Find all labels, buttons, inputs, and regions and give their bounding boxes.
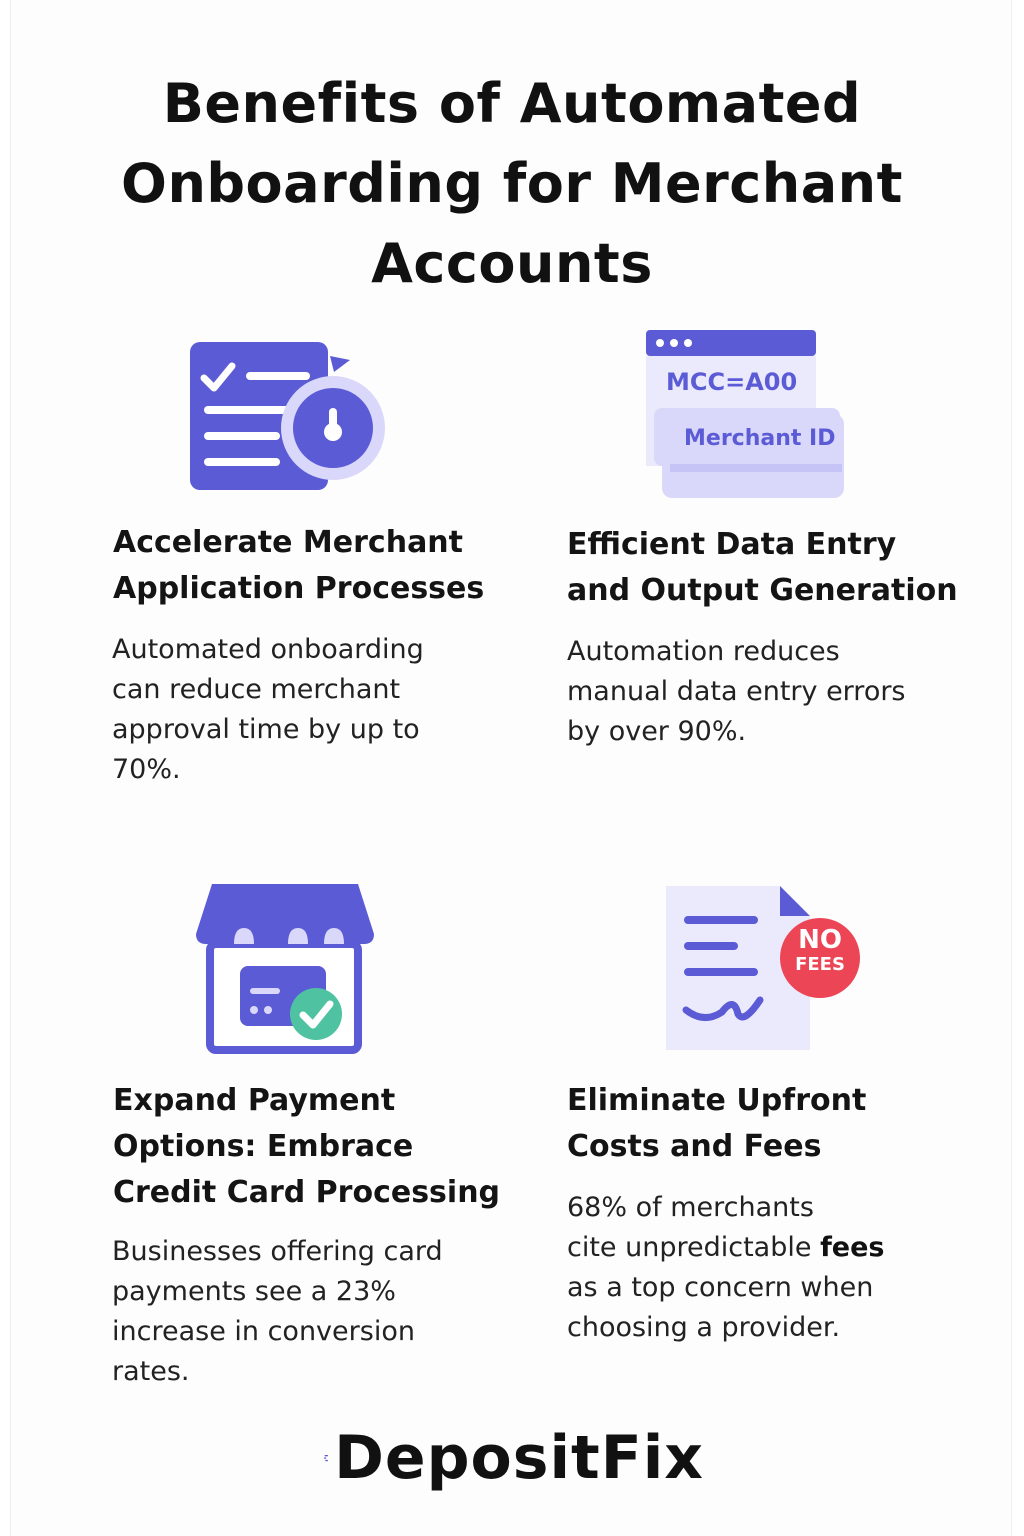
logo-wordmark: DepositFix [334, 1423, 704, 1493]
card-heading: Expand Payment Options: Embrace Credit Card Processing [113, 1083, 501, 1210]
card-heading: Efficient Data Entry and Output Generation [567, 527, 958, 608]
card-body: 68% of merchants cite unpredictable fees as a top concern when choosing a provider. [567, 1192, 885, 1343]
card-heading: Eliminate Upfront Costs and Fees [567, 1083, 867, 1164]
card-heading: Accelerate Merchant Application Processes [113, 525, 485, 606]
card-body: Automated onboarding can reduce merchant approval time by up to 70%. [112, 634, 424, 785]
fees-emphasis: fees [820, 1232, 885, 1263]
storefront-card-check-icon [192, 882, 378, 1054]
badge-line-fees: FEES [795, 954, 845, 975]
merchant-id-label: Merchant ID [684, 426, 836, 451]
no-fees-badge [780, 926, 860, 976]
card-body: Automation reduces manual data entry errors by over 90%. [567, 636, 906, 747]
card-body: Businesses offering card payments see a 23% increase in conversion rates. [112, 1236, 443, 1387]
title-line-3: Accounts [371, 232, 653, 295]
badge-line-no: NO [798, 925, 842, 955]
depositfix-logo [324, 1418, 704, 1498]
title-line-2: Onboarding for Merchant [121, 152, 903, 215]
checklist-stopwatch-icon [188, 338, 388, 494]
logo-mark-icon [324, 1428, 330, 1488]
document-no-fees-icon [664, 884, 864, 1054]
title-line-1: Benefits of Automated [162, 72, 862, 135]
page-title [90, 64, 934, 304]
mcc-code-label: MCC=A00 [666, 368, 798, 396]
merchant-id-window-icon [644, 328, 848, 500]
